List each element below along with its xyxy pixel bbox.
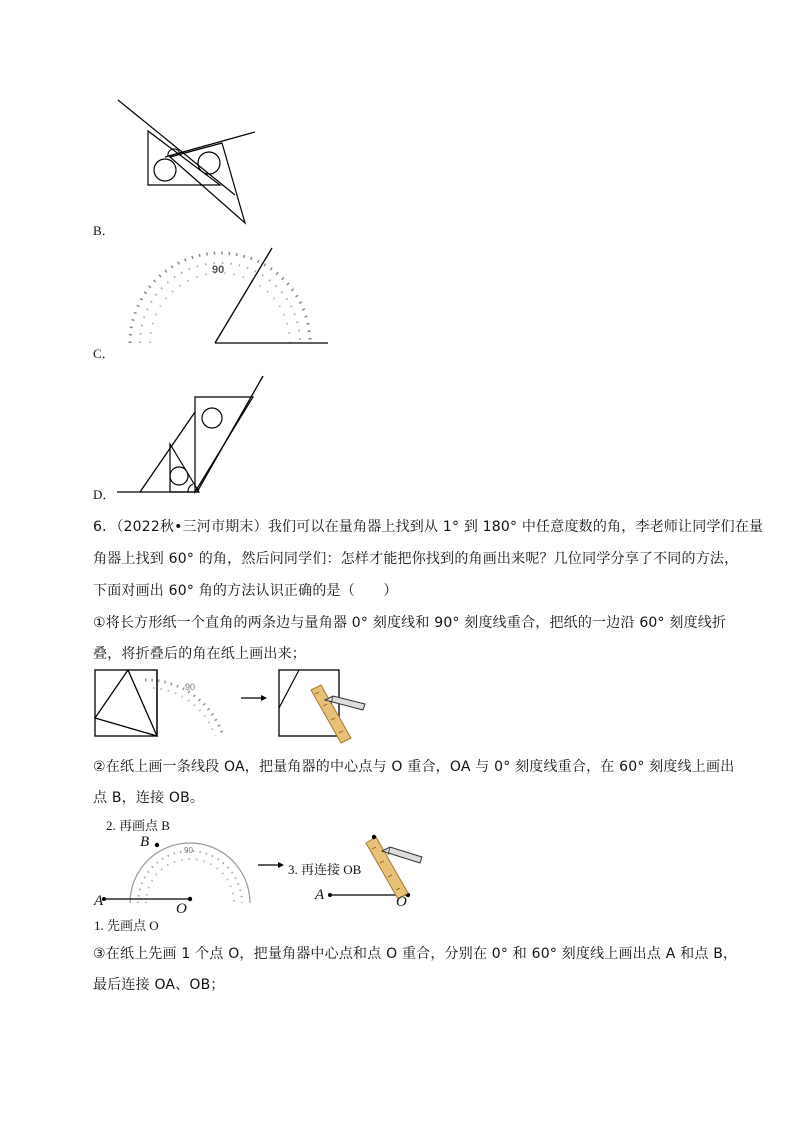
- question-text-1: 我们可以在量角器上找到从 1° 到 180° 中任意度数的角，李老师让同学们在量: [267, 519, 764, 535]
- method-3-line-1: ③在纸上先画 1 个点 O，把量角器中心点和点 O 重合，分别在 0° 和 60° 刻度线上画出点 A 和点 B，: [93, 946, 738, 962]
- question-line-2: 角器上找到 60° 的角，然后问同学们：怎样才能把你找到的角画出来呢？几位同学分享了不同的方法，: [93, 551, 739, 567]
- step-1-label: 1. 先画点 O: [94, 918, 159, 933]
- method-2-line-1: ②在纸上画一条线段 OA，把量角器的中心点与 O 重合，OA 与 0° 刻度线重合，在 60° 刻度线上画出: [93, 759, 735, 775]
- point-a2-label: A: [315, 887, 325, 903]
- method-1-diagram: [93, 668, 373, 748]
- step-2-label: 2. 再画点 B: [106, 818, 170, 833]
- ruler-icon-1: [311, 685, 351, 743]
- option-b-label[interactable]: B．: [93, 223, 115, 238]
- point-o2-label: O: [396, 894, 407, 910]
- method-3-line-2: 最后连接 OA、OB；: [93, 977, 225, 993]
- question-line-1: [93, 519, 763, 535]
- method-2-diagram: [90, 815, 430, 933]
- step-3-label: 3. 再连接 OB: [288, 862, 362, 877]
- protractor-90-label: 90: [212, 264, 225, 276]
- option-d-figure: [115, 372, 270, 497]
- point-a-label: A: [94, 893, 104, 909]
- ruler-icon-2: [366, 837, 408, 899]
- method-1-line-2: 叠，将折叠后的角在纸上画出来；: [93, 646, 306, 662]
- option-c-figure: [120, 243, 335, 353]
- option-c-label[interactable]: C．: [93, 346, 115, 361]
- protractor-90-label-3: 90: [184, 846, 193, 855]
- option-b-figure: [110, 95, 260, 225]
- method-2-line-2: 点 B，连接 OB。: [93, 790, 205, 806]
- method-1-line-1: ①将长方形纸一个直角的两条边与量角器 0° 刻度线和 90° 刻度线重合，把纸的一边沿 60° 刻度线折: [93, 615, 727, 631]
- question-line-3: 下面对画出 60° 角的方法认识正确的是（ ）: [93, 583, 398, 599]
- point-b-label: B: [140, 834, 150, 850]
- protractor-90-label-2: 90: [185, 682, 196, 692]
- question-source: （2022秋•三河市期末）: [116, 519, 268, 535]
- option-d-label[interactable]: D．: [93, 487, 116, 502]
- point-o-label: O: [176, 901, 187, 917]
- question-number: 6．: [93, 519, 117, 535]
